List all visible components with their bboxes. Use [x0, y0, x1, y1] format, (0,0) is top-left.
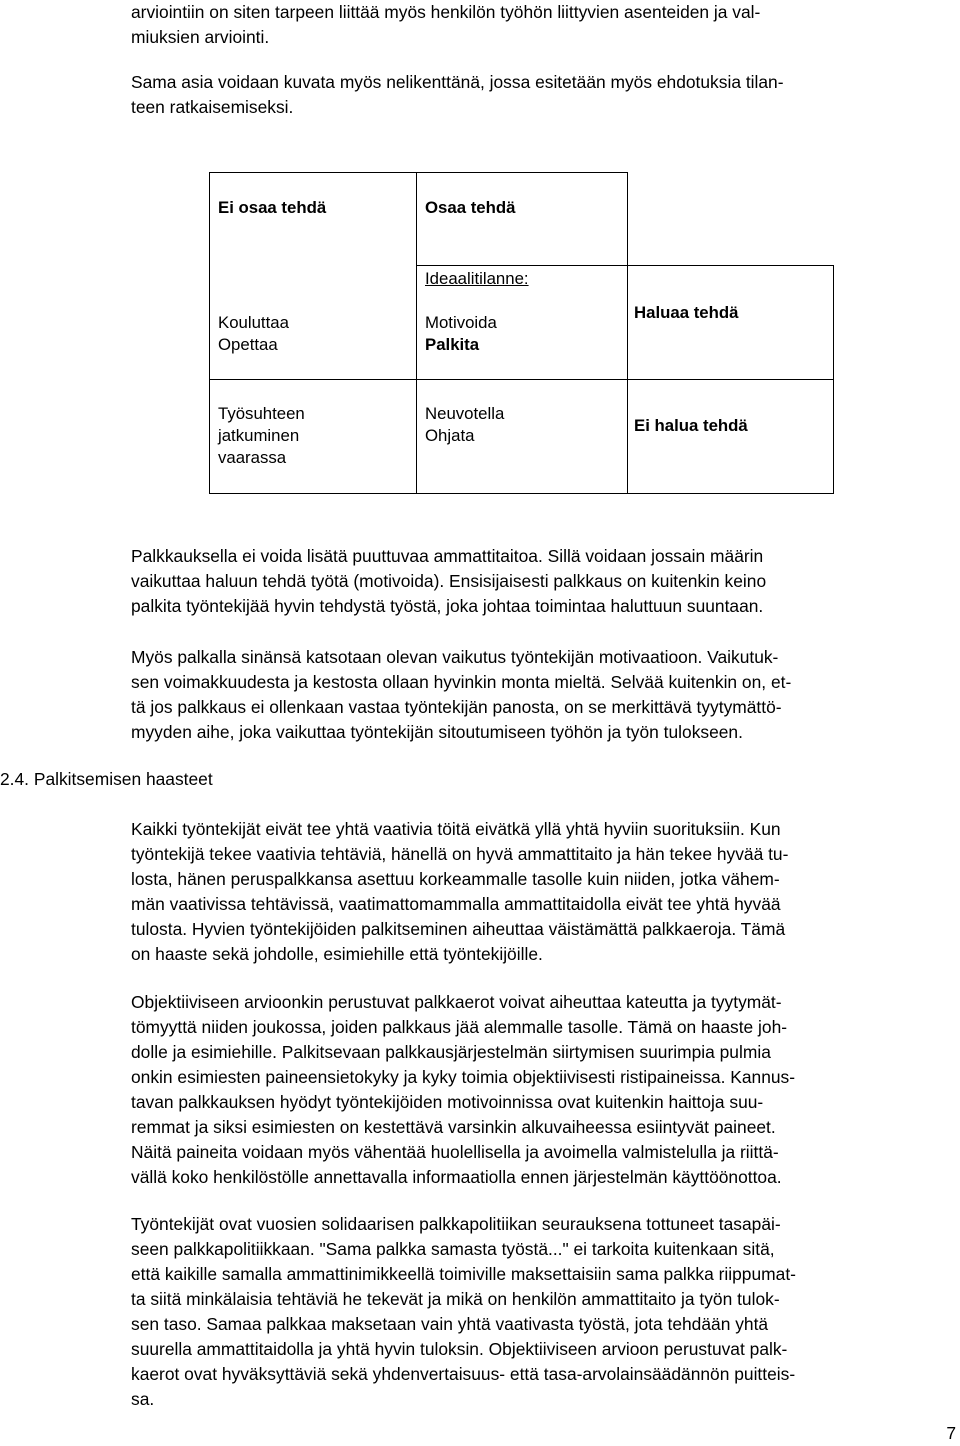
cell-neuvotella-ohjata — [425, 403, 504, 447]
text-line: remmat ja siksi esimiesten on kestettävä varsinkin alkuvaiheessa esiintyvät paineet. — [131, 1117, 776, 1137]
paragraph-objektiivinen — [131, 990, 946, 1190]
text-line: sen voimakkuudesta ja kestosta ollaan hyvinkin monta mieltä. Selvää kuitenkin on, et- — [131, 672, 792, 692]
label-osaa-tehda — [425, 197, 515, 219]
text-line: Sama asia voidaan kuvata myös nelikenttänä, jossa esitetään myös ehdotuksia tilan- — [131, 72, 784, 92]
cell-text: Ei halua tehdä — [634, 416, 748, 435]
label-ei-osaa-tehda — [218, 197, 326, 219]
text-line: miuksien arviointi. — [131, 27, 270, 47]
cell-text: Työsuhteen — [218, 404, 305, 423]
label-ei-halua-tehda — [634, 415, 748, 437]
text-line: Työntekijät ovat vuosien solidaarisen palkkapolitiikan seurauksena tottuneet tasapäi- — [131, 1214, 781, 1234]
label-ideaalitilanne — [425, 268, 529, 290]
text-line: vällä koko henkilöstölle annettavalla informaatiolla ennen järjestelmän käyttöönottoa. — [131, 1167, 782, 1187]
text-line: onkin esimiesten paineensietokyky ja kyky toimia objektiivisesti ristipaineissa. Kannus- — [131, 1067, 796, 1087]
cell-text: Palkita — [425, 335, 480, 354]
cell-text: Osaa tehdä — [425, 198, 516, 217]
text-line: että kaikille samalla ammattinimikkeellä toimiville maksettaisiin sama palkka riippumat- — [131, 1264, 796, 1284]
text-line: män vaativissa tehtävissä, vaatimattomammalla ammattitaidolla eivät tee yhtä hyvää — [131, 894, 781, 914]
section-heading: 2.4. Palkitsemisen haasteet — [0, 769, 213, 789]
page-number: 7 — [946, 1423, 956, 1443]
text-line: vaikuttaa haluun tehdä työtä (motivoida). Ensisijaisesti palkkaus on kuitenkin keino — [131, 571, 767, 591]
text-line: ta siitä minkälaisia tehtäviä he tekevät ja mikä on henkilön ammattitaito ja työn tulok- — [131, 1289, 780, 1309]
text-line: työntekijä tekee vaativia tehtäviä, hänellä on hyvä ammattitaito ja hän tekee hyvää tu- — [131, 844, 789, 864]
cell-text: Haluaa tehdä — [634, 303, 739, 322]
text-line: sen taso. Samaa palkkaa maksetaan vain yhtä vaativasta työstä, jota tehdään yhtä — [131, 1314, 769, 1334]
cell-kouluttaa-opettaa — [218, 312, 289, 356]
paragraph-intro — [131, 0, 946, 50]
text-line: tulosta. Hyvien työntekijöiden palkitseminen aiheuttaa väistämättä palkkaeroja. Tämä — [131, 919, 786, 939]
paragraph-palkkaus — [131, 544, 946, 619]
paragraph-solidaarinen — [131, 1212, 946, 1412]
text-line: tä jos palkkaus ei ollenkaan vastaa työntekijän panosta, on se merkittävä tyytymättö- — [131, 697, 782, 717]
cell-text: Neuvotella — [425, 404, 505, 423]
text-line: myyden aihe, joka vaikuttaa työntekijän sitoutumiseen työhön ja työn tulokseen. — [131, 722, 743, 742]
quadrant-divider-horizontal — [209, 379, 834, 380]
text-line: kaerot ovat hyväksyttäviä sekä yhdenvertaisuus- että tasa-arvolainsäädännön puitteis- — [131, 1364, 796, 1384]
cell-tyosuhteen-jatkuminen — [218, 403, 305, 469]
cell-text: vaarassa — [218, 448, 287, 467]
cell-text: Opettaa — [218, 335, 278, 354]
text-line: on haaste sekä johdolle, esimiehille että työntekijöille. — [131, 944, 543, 964]
text-line: teen ratkaisemiseksi. — [131, 97, 294, 117]
paragraph-nelikentta — [131, 70, 946, 120]
quadrant-divider-vertical — [416, 172, 417, 494]
paragraph-kaikki — [131, 817, 946, 967]
cell-text: Kouluttaa — [218, 313, 289, 332]
text-line: tömyyttä niiden joukossa, joiden palkkaus jää alemmalle tasolle. Tämä on haaste joh- — [131, 1017, 788, 1037]
paragraph-myos — [131, 645, 946, 745]
text-line: Näitä paineita voidaan myös vähentää huolellisella ja avoimella valmistelulla ja riittä- — [131, 1142, 779, 1162]
text-line: Palkkauksella ei voida lisätä puuttuvaa ammattitaitoa. Sillä voidaan jossain määrin — [131, 546, 764, 566]
text-line: sa. — [131, 1389, 155, 1409]
cell-text: jatkuminen — [218, 426, 300, 445]
text-line: Kaikki työntekijät eivät tee yhtä vaativia töitä eivätkä yllä yhtä hyviin suorituksiin. Kun — [131, 819, 781, 839]
text-line: seen palkkapolitiikkaan. "Sama palkka samasta työstä..." ei tarkoita kuitenkaan sitä, — [131, 1239, 775, 1259]
text-line: dolle ja esimiehille. Palkitsevaan palkkausjärjestelmän siirtymisen suurimpia pulmia — [131, 1042, 771, 1062]
label-haluaa-tehda — [634, 302, 738, 324]
text-line: tavan palkkauksen hyödyt työntekijöiden motivoinnissa ovat kuitenkin haittoja suu- — [131, 1092, 764, 1112]
text-line: Myös palkalla sinänsä katsotaan olevan vaikutus työntekijän motivaatioon. Vaikutuk- — [131, 647, 779, 667]
cell-motivoida-palkita — [425, 312, 497, 356]
text-line: arviointiin on siten tarpeen liittää myös henkilön työhön liittyvien asenteiden ja val- — [131, 2, 761, 22]
text-line: palkita työntekijää hyvin tehdystä työstä, joka johtaa toimintaa haluttuun suuntaan. — [131, 596, 764, 616]
text-line: losta, hänen peruspalkkansa asettuu korkeammalle tasolle kuin niiden, jotka vähem- — [131, 869, 780, 889]
text-line: Objektiiviseen arvioonkin perustuvat palkkaerot voivat aiheuttaa kateutta ja tyytymät- — [131, 992, 782, 1012]
text-line: suurella ammattitaidolla ja yhtä hyvin tuloksin. Objektiiviseen arvioon perustuvat palk- — [131, 1339, 788, 1359]
cell-text: Ei osaa tehdä — [218, 198, 327, 217]
cell-text: Motivoida — [425, 313, 497, 332]
cell-text: Ohjata — [425, 426, 475, 445]
cell-text: Ideaalitilanne: — [425, 269, 529, 288]
